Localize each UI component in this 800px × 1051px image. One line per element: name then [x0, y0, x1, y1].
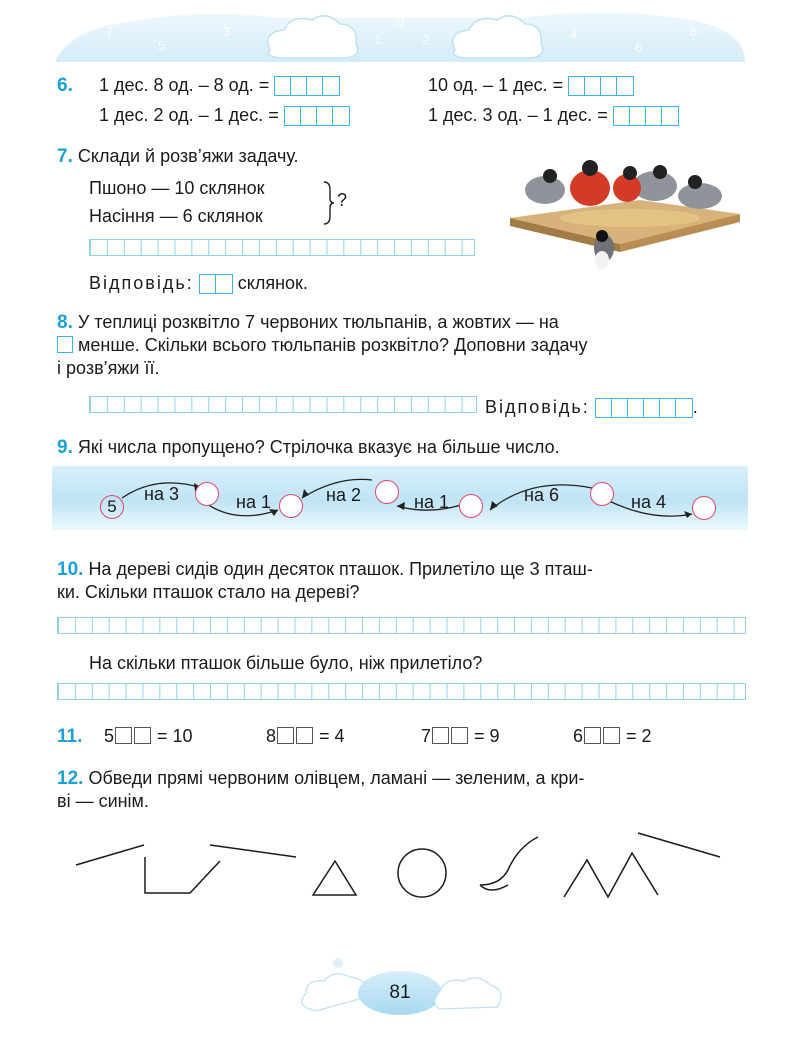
number-box[interactable] [134, 727, 151, 744]
exercise-8-line-1 [57, 311, 559, 334]
exercise-number: 7. [57, 146, 73, 167]
ex7-line-2: Насіння — 6 склянок [89, 206, 263, 226]
answer-label: Відповідь: [485, 397, 590, 417]
operand: 6 [573, 726, 584, 746]
header-digit: 1 [374, 32, 382, 47]
exercise-7-task [57, 145, 299, 168]
ex7-line-1: Пшоно — 10 склянок [89, 178, 265, 198]
ex11-item [266, 725, 345, 747]
ex6-expression-c [99, 104, 350, 126]
answer-box[interactable] [199, 274, 233, 294]
ex10-solution-grid-1[interactable] [57, 617, 746, 634]
task-text: Обведи прямі червоним олівцем, ламані — зеленим, а кри- [88, 768, 585, 788]
brace-icon [322, 180, 336, 226]
exercise-number: 11. [57, 726, 83, 747]
header-digit: 0 [397, 14, 405, 29]
task-text: У теплиці розквітло 7 червоних тюльпанів, а жовтих — на [77, 312, 559, 332]
blank-circle[interactable] [279, 494, 303, 518]
ex11-item [421, 725, 500, 747]
ex6-expression-d [428, 104, 679, 126]
ex7-answer [89, 272, 308, 294]
ex7-solution-grid[interactable] [89, 239, 475, 256]
header-digits [0, 0, 800, 60]
exercise-10-line-2: ки. Скільки пташок стало на дереві? [57, 582, 360, 602]
header-digit: 3 [223, 24, 231, 39]
blank-circle[interactable] [459, 494, 483, 518]
step-label: на 4 [631, 492, 666, 512]
exercise-8-line-2 [57, 334, 587, 356]
exercise-number: 8. [57, 312, 73, 333]
result: = 9 [474, 726, 500, 746]
ex10-question: На скільки пташок більше було, ніж прилетіло? [89, 653, 483, 673]
exercise-10-line-1 [57, 558, 593, 581]
blank-circle[interactable] [195, 482, 219, 506]
page-number: 81 [389, 982, 411, 1003]
fill-in-box[interactable] [57, 336, 73, 353]
exercise-12-line-2: ві — синім. [57, 791, 149, 811]
circle [398, 849, 446, 897]
answer-box[interactable] [568, 76, 634, 96]
task-text: На дереві сидів один десяток пташок. Прилетіло ще 3 пташ- [88, 559, 593, 579]
blank-circle[interactable] [692, 496, 716, 520]
ex6-expression-b [428, 74, 634, 96]
sign-box[interactable] [277, 727, 294, 744]
ex11-item [573, 725, 652, 747]
number-box[interactable] [296, 727, 313, 744]
ex11-item [104, 725, 193, 747]
curve [480, 837, 538, 885]
exercise-6 [57, 74, 73, 97]
expression-text: 10 од. – 1 дес. = [428, 75, 564, 95]
step-label: на 2 [326, 485, 361, 505]
step-label: на 3 [144, 484, 179, 504]
blank-circle[interactable] [375, 480, 399, 504]
answer-box[interactable] [595, 398, 693, 418]
straight-line-1 [76, 845, 144, 865]
answer-dot: . [692, 397, 698, 417]
answer-box[interactable] [274, 76, 340, 96]
ex10-solution-grid-2[interactable] [57, 683, 746, 700]
exercise-number: 6. [57, 75, 73, 96]
exercise-11 [57, 725, 82, 748]
step-label: на 6 [524, 485, 559, 505]
shapes-figure [60, 825, 760, 905]
header-digit: 5 [158, 38, 166, 53]
sign-box[interactable] [584, 727, 601, 744]
ex7-question: ? [337, 190, 348, 210]
task-text: Які числа пропущено? Стрілочка вказує на більше число. [77, 437, 560, 457]
ex8-solution-grid[interactable] [89, 396, 477, 413]
task-text: менше. Скільки всього тюльпанів розквітло? Доповни задачу [78, 335, 588, 355]
number-box[interactable] [603, 727, 620, 744]
answer-box[interactable] [284, 106, 350, 126]
step-label: на 1 [414, 492, 449, 512]
birds-feeder-photo [490, 148, 748, 286]
operand: 5 [104, 726, 115, 746]
exercise-9-task [57, 436, 560, 459]
result: = 10 [157, 726, 193, 746]
header-digit: 8 [690, 24, 698, 39]
header-digit: 7 [106, 24, 114, 39]
operand: 7 [421, 726, 432, 746]
sign-box[interactable] [432, 727, 449, 744]
exercise-number: 12. [57, 768, 84, 789]
exercise-number: 9. [57, 437, 73, 458]
header-digit: 2 [422, 32, 430, 47]
answer-label: Відповідь: [89, 273, 194, 293]
expression-text: 1 дес. 3 од. – 1 дес. = [428, 105, 608, 125]
answer-box[interactable] [613, 106, 679, 126]
result: = 4 [319, 726, 345, 746]
header-digit: 4 [570, 26, 578, 41]
expression-text: 1 дес. 8 од. – 8 од. = [99, 75, 270, 95]
answer-unit: склянок. [237, 273, 308, 293]
curve-tail [480, 885, 508, 890]
zigzag-line [564, 853, 658, 897]
straight-line-3 [638, 833, 720, 857]
broken-line-1 [145, 857, 220, 893]
ex6-expression-a [99, 74, 340, 96]
step-label: на 1 [236, 492, 271, 512]
triangle [313, 861, 356, 895]
exercise-12-line-1 [57, 767, 584, 790]
straight-line-2 [210, 845, 296, 857]
exercise-number: 10. [57, 559, 84, 580]
exercise-8-line-3: і розв’яжи її. [57, 358, 160, 378]
sign-box[interactable] [115, 727, 132, 744]
header-digit: 6 [635, 40, 643, 55]
blank-circle[interactable] [590, 482, 614, 506]
number-box[interactable] [451, 727, 468, 744]
task-text: Склади й розв’яжи задачу. [77, 146, 299, 166]
start-number-circle: 5 [100, 495, 124, 519]
operand: 8 [266, 726, 277, 746]
ex8-answer [485, 396, 698, 418]
expression-text: 1 дес. 2 од. – 1 дес. = [99, 105, 279, 125]
result: = 2 [626, 726, 652, 746]
